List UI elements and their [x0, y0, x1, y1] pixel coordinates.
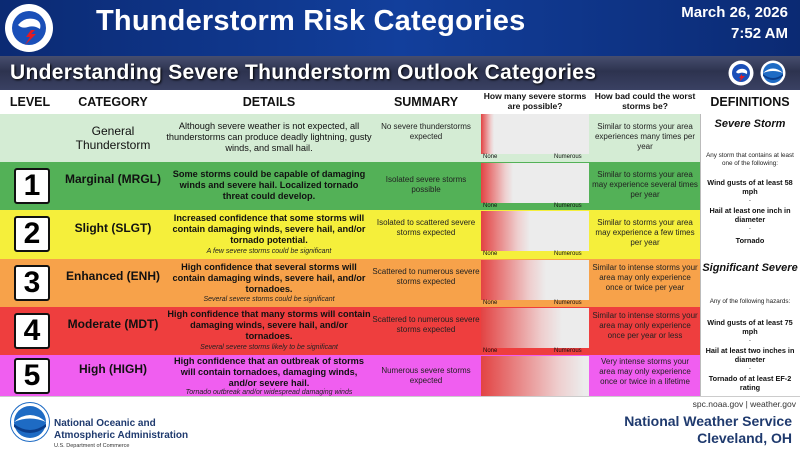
noaa-logo-icon [10, 402, 50, 442]
scale-none-label: None [483, 251, 498, 257]
subtitle: Understanding Severe Thunderstorm Outlook Categories [10, 61, 597, 84]
summary-text: Scattered to numerous severe storms expected [372, 267, 480, 286]
summary-text: No severe thunderstorms expected [381, 122, 471, 141]
level-number: 2 [14, 216, 50, 252]
category-name: General Thunderstorm [75, 124, 151, 152]
noaa-small-icon [760, 60, 786, 86]
details-note: Several severe storms could be significant [203, 296, 335, 303]
summary-text: Isolated to scattered severe storms expected [376, 218, 476, 237]
subtitle-band [0, 56, 800, 90]
scale-none-label: None [483, 154, 498, 160]
details-text: Although severe weather is not expected, all thunderstorms can produce deadly lightning, gusty winds, and small hail. [166, 121, 372, 153]
column-header-definitions: DEFINITIONS [710, 95, 790, 109]
level-number: 5 [14, 358, 50, 394]
significant-criterion-wind: Wind gusts of at least 75 mph [707, 318, 793, 336]
column-header-summary: SUMMARY [393, 95, 459, 109]
noaa-name-line1: National Oceanic and [54, 418, 156, 429]
category-name: Moderate (MDT) [67, 317, 159, 331]
how-many-fill [481, 211, 530, 251]
details-text: High confidence that an outbreak of storms will contain tornadoes, damaging winds, and/or severe hail. [174, 356, 364, 388]
page-title: Thunderstorm Risk Categories [96, 5, 526, 37]
severe-storm-title: Severe Storm [714, 118, 786, 130]
how-many-gauge [481, 211, 589, 251]
details-text: Increased confidence that some storms will contain damaging winds, severe hail, and/or tornado potential. [172, 213, 366, 245]
how-many-gauge [481, 308, 589, 348]
how-bad-text: Similar to storms your area experiences many times per year [594, 122, 696, 151]
severe-criterion-wind: Wind gusts of at least 58 mph [707, 178, 793, 196]
date-text: March 26, 2026 [681, 4, 788, 21]
how-bad-text: Similar to storms your area may experience several times per year [592, 170, 698, 199]
significant-severe-title: Significant Severe [702, 262, 798, 274]
nws-logo-icon [4, 3, 54, 53]
how-many-fill [481, 308, 562, 348]
scale-none-label: None [483, 300, 498, 306]
scale-numerous-label: Numerous [554, 348, 582, 354]
details-note: A few severe storms could be significant [206, 248, 332, 255]
how-many-gauge [481, 163, 589, 203]
how-bad-text: Similar to intense storms your area may only experience once per year or less [592, 311, 698, 340]
severe-criterion-tornado: Tornado [735, 236, 765, 245]
scale-numerous-label: Numerous [554, 154, 582, 160]
scale-numerous-label: Numerous [554, 203, 582, 209]
scale-none-label: None [483, 348, 498, 354]
column-header-level: LEVEL [9, 95, 51, 109]
how-bad-text: Similar to intense storms your area may only experience once or twice per year [592, 263, 698, 292]
summary-text: Scattered to numerous severe storms expected [372, 315, 480, 334]
details-text: Some storms could be capable of damaging winds and severe hail. Localized tornado threat could develop. [172, 169, 366, 201]
how-many-fill [481, 114, 494, 154]
top-header [0, 0, 800, 56]
how-many-fill [481, 260, 546, 300]
severe-storm-intro: Any storm that contains at least one of the following: [706, 152, 794, 167]
bullet-separator: · [748, 364, 752, 373]
details-text: High confidence that many storms will contain damaging winds, severe hail, and/or tornadoes. [167, 309, 371, 341]
level-number: 1 [14, 168, 50, 204]
summary-text: Isolated severe storms possible [385, 175, 467, 194]
significant-criterion-hail: Hail at least two inches in diameter [705, 346, 795, 364]
significant-severe-intro: Any of the following hazards: [709, 298, 791, 305]
how-bad-text: Similar to storms your area may experience a few times per year [595, 218, 695, 247]
summary-text: Numerous severe storms expected [381, 366, 471, 385]
details-note: Several severe storms likely to be significant [200, 344, 338, 351]
details-note: Tornado outbreak and/or widespread damaging winds [185, 389, 353, 396]
bullet-separator: · [748, 336, 752, 345]
level-number: 4 [14, 313, 50, 349]
scale-none-label: None [483, 203, 498, 209]
category-name: Marginal (MRGL) [65, 172, 161, 186]
category-name: High (HIGH) [79, 362, 147, 376]
severe-criterion-hail: Hail at least one inch in diameter [709, 206, 791, 224]
how-many-fill [481, 163, 513, 203]
office-location: Cleveland, OH [697, 430, 792, 446]
noaa-name-line2: Atmospheric Administration [54, 430, 189, 441]
how-many-fill [481, 356, 584, 396]
category-name: Enhanced (ENH) [65, 269, 160, 283]
bullet-separator: · [748, 196, 752, 205]
how-bad-text: Very intense storms your area may only experience once or twice in a lifetime [599, 357, 691, 386]
bullet-separator: · [748, 224, 752, 233]
level-number: 3 [14, 265, 50, 301]
website-text: spc.noaa.gov | weather.gov [692, 399, 796, 409]
column-header-how-many: How many severe storms are possible? [483, 91, 587, 111]
office-name: National Weather Service [624, 413, 792, 429]
column-header-category: CATEGORY [78, 95, 148, 109]
significant-criterion-tornado: Tornado of at least EF-2 rating [708, 374, 792, 392]
nws-small-icon [728, 60, 754, 86]
column-header-details: DETAILS [242, 95, 296, 109]
category-name: Slight (SLGT) [74, 221, 152, 235]
details-text: High confidence that several storms will contain damaging winds, severe hail, and/or tornadoes. [172, 262, 366, 294]
column-header-how-bad: How bad could the worst storms be? [594, 91, 696, 111]
scale-numerous-label: Numerous [554, 251, 582, 257]
how-many-gauge [481, 260, 589, 300]
how-many-gauge [481, 356, 589, 396]
how-many-gauge [481, 114, 589, 154]
time-text: 7:52 AM [731, 25, 788, 42]
scale-numerous-label: Numerous [554, 300, 582, 306]
noaa-department: U.S. Department of Commerce [54, 443, 130, 449]
